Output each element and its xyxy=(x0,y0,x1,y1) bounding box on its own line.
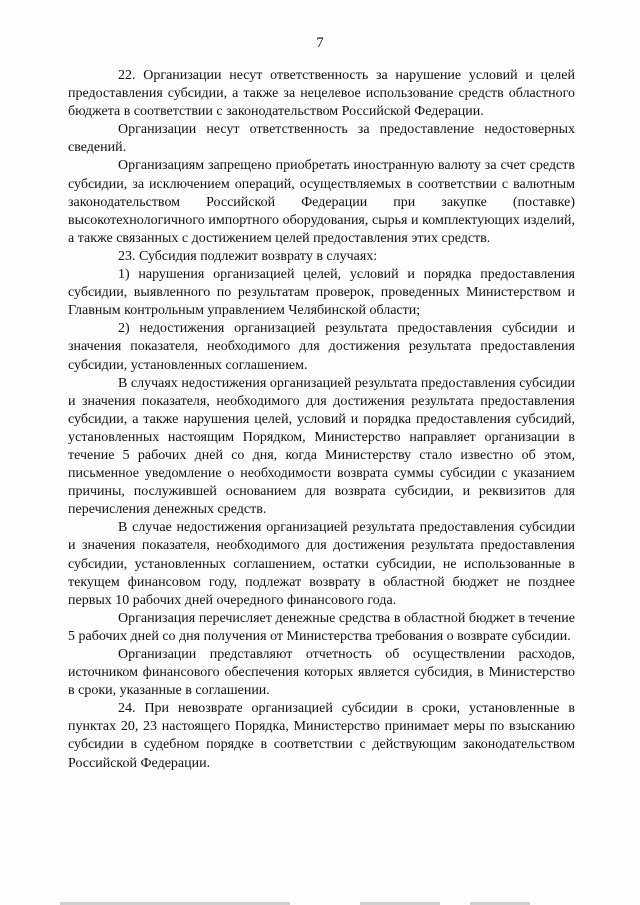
paragraph-case-1: 1) нарушения организацией целей, условий и порядка предоставления субсидии, выявленного по результатам проверок, проведенных Министерством и Главным контрольным управлением Челябинской области; xyxy=(68,267,575,319)
paragraph-24-recovery: 24. При невозврате организацией субсидии в сроки, установленные в пунктах 20, 23 настоящего Порядка, Министерство принимает меры по взысканию субсидии в судебном порядке в соответствии с действующим законодательством Российской Федерации. xyxy=(68,701,575,771)
paragraph-23-return-cases: 23. Субсидия подлежит возврату в случаях: xyxy=(118,248,378,264)
document-body xyxy=(68,67,575,773)
paragraph-reporting: Организации представляют отчетность об осуществлении расходов, источником финансового обеспечения которых является субсидия, в Министерство в сроки, указанные в соглашении. xyxy=(68,647,575,699)
paragraph-notification: В случаях недостижения организацией результата предоставления субсидии и значения показателя, необходимого для достижения результата предоставления субсидии, а также нарушения целей, условий и порядка предоставления субсидий, установленных настоящим Порядком, Министерство направляет организации в течение 5 рабочих дней со дня, когда Министерству стало известно об этом, письменное уведомление о необходимости возврата суммы субсидии с указанием причины, послужившей основанием для возврата субсидии, и реквизитов для перечисления денежных средств. xyxy=(68,375,575,518)
paragraph-false-information: Организации несут ответственность за предоставление недостоверных сведений. xyxy=(68,122,575,156)
page-number: 7 xyxy=(316,35,324,51)
paragraph-22-responsibility: 22. Организации несут ответственность за нарушение условий и целей предоставления субсидии, а также за нецелевое использование средств областного бюджета в соответствии с законодательством Российской Федерации. xyxy=(68,68,575,120)
paragraph-case-2: 2) недостижения организацией результата предоставления субсидии и значения показателя, необходимого для достижения результата предоставления субсидии, установленных соглашением. xyxy=(68,321,575,373)
paragraph-unused-balance: В случае недостижения организацией результата предоставления субсидии и значения показателя, необходимого для достижения результата предоставления субсидии, установленных соглашением, остатки субсидии, не использованные в текущем финансовом году, подлежат возврату в областной бюджет не позднее первых 10 рабочих дней очередного финансового года. xyxy=(68,520,575,608)
paragraph-currency-prohibition: Организациям запрещено приобретать иностранную валюту за счет средств субсидии, за исключением операций, осуществляемых в соответствии с валютным законодательством Российской Федерации при закупке (поставке) высокотехнологичного импортного оборудования, сырья и комплектующих изделий, а также связанных с достижением целей предоставления этих средств. xyxy=(68,158,575,246)
paragraph-transfer-term: Организация перечисляет денежные средства в областной бюджет в течение 5 рабочих дней со дня получения от Министерства требования о возврате субсидии. xyxy=(68,610,575,644)
